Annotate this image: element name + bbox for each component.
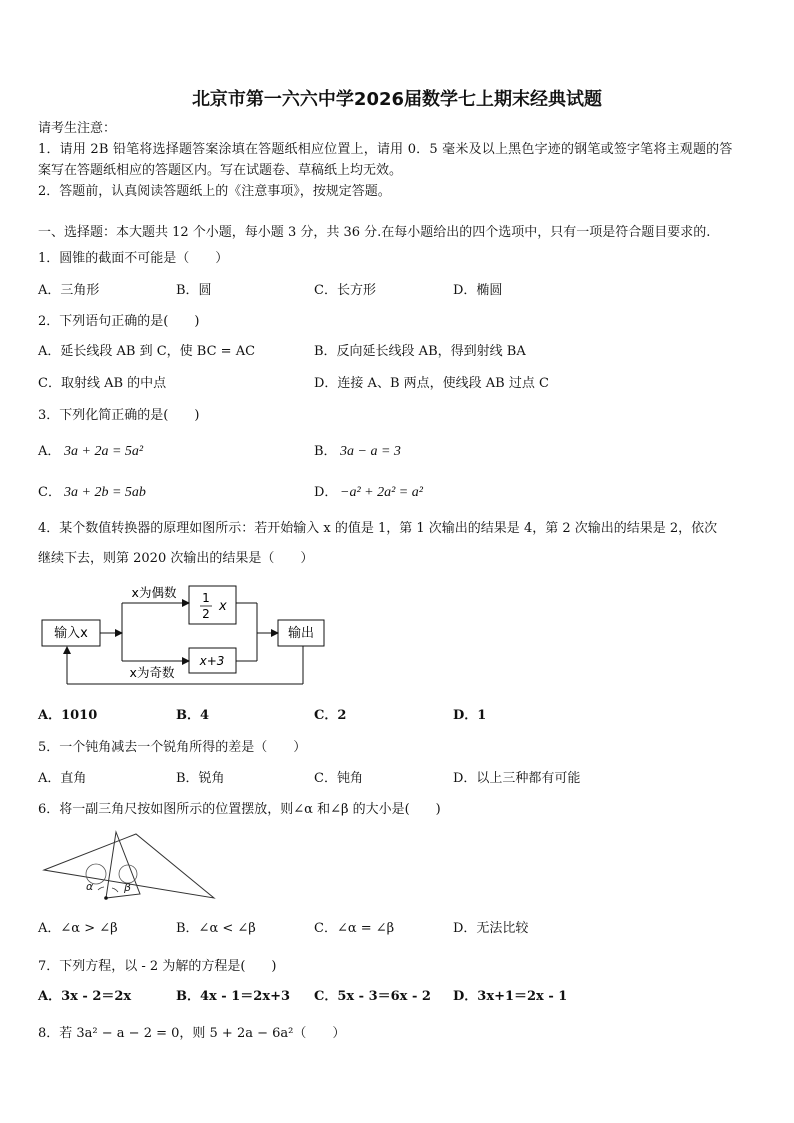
question-4-option-a: A．1010 <box>38 708 98 723</box>
question-5-option-a: A．直角 <box>38 771 87 786</box>
half-variable: x <box>219 599 227 614</box>
question-3-option-b-expr: 3a − a = 3 <box>340 444 401 459</box>
half-box <box>189 586 236 624</box>
question-2-stem: 2．下列语句正确的是( ) <box>38 314 200 329</box>
question-1-stem: 1．圆锥的截面不可能是（ ） <box>38 251 229 266</box>
notice-heading: 请考生注意： <box>38 121 117 136</box>
question-6-option-c: C．∠α = ∠β <box>314 921 395 936</box>
notice-line-2: 2．答题前，认真阅读答题纸上的《注意事项》，按规定答题。 <box>38 184 391 199</box>
angle-beta-label: β <box>124 881 132 894</box>
question-6-option-a: A．∠α > ∠β <box>38 921 118 936</box>
question-7-option-a: A．3x - 2＝2x <box>38 989 132 1004</box>
question-3-option-a-expr: 3a + 2a = 5a² <box>64 444 144 459</box>
question-1-option-d: D．椭圆 <box>453 283 503 298</box>
odd-branch-label: x为奇数 <box>129 665 175 680</box>
even-branch-label: x为偶数 <box>131 585 177 600</box>
question-1-option-b: B．圆 <box>176 283 212 298</box>
question-3-stem: 3．下列化简正确的是( ) <box>38 408 200 423</box>
question-5-option-c: C．钝角 <box>314 771 363 786</box>
question-4-option-d: D．1 <box>453 708 487 723</box>
output-label: 输出 <box>287 626 315 641</box>
question-2-option-b: B．反向延长线段 AB，得到射线 BA <box>314 344 526 359</box>
question-1-option-c: C．长方形 <box>314 283 376 298</box>
question-3-option-c-label: C． <box>38 485 61 500</box>
question-7-option-d: D．3x+1＝2x - 1 <box>453 989 568 1004</box>
question-5-option-b: B．锐角 <box>176 771 225 786</box>
plus-three-label: x+3 <box>199 654 225 668</box>
half-numerator: 1 <box>202 591 210 605</box>
question-6-option-b: B．∠α < ∠β <box>176 921 256 936</box>
question-6-option-d: D．无法比较 <box>453 921 529 936</box>
notice-line-1b: 案写在答题纸相应的答题区内。写在试题卷、草稿纸上均无效。 <box>38 163 403 178</box>
question-5-stem: 5．一个钝角减去一个锐角所得的差是（ ） <box>38 740 307 755</box>
question-8-stem: 8．若 3a² − a − 2 = 0，则 5 + 2a − 6a²（ ） <box>38 1026 346 1041</box>
question-3-option-d-expr: −a² + 2a² = a² <box>340 485 423 500</box>
question-3-option-c-expr: 3a + 2b = 5ab <box>64 485 146 500</box>
angle-alpha-label: α <box>86 880 94 893</box>
triangle-rulers-figure <box>38 828 218 904</box>
converter-flow-diagram <box>30 578 340 690</box>
question-4-stem-line-2: 继续下去，则第 2020 次输出的结果是（ ） <box>38 551 314 566</box>
question-1-option-a: A．三角形 <box>38 283 100 298</box>
section-heading: 一、选择题：本大题共 12 个小题，每小题 3 分，共 36 分.在每小题给出的四个选项中，只有一项是符合题目要求的. <box>38 225 711 240</box>
question-2-option-a: A．延长线段 AB 到 C，使 BC = AC <box>38 344 256 359</box>
question-3-option-b-label: B． <box>314 444 337 459</box>
question-7-option-b: B．4x - 1＝2x+3 <box>176 989 291 1004</box>
question-2-option-c: C．取射线 AB 的中点 <box>38 376 167 391</box>
question-4-option-b: B．4 <box>176 708 210 723</box>
question-4-stem-line-1: 4．某个数值转换器的原理如图所示：若开始输入 x 的值是 1，第 1 次输出的结果是 4，第 2 次输出的结果是 2，依次 <box>38 521 718 536</box>
half-denominator: 2 <box>202 607 210 621</box>
question-5-option-d: D．以上三种都有可能 <box>453 771 581 786</box>
question-3-option-a-label: A． <box>38 444 61 459</box>
question-7-stem: 7．下列方程，以 - 2 为解的方程是( ) <box>38 959 277 974</box>
question-2-option-d: D．连接 A、B 两点，使线段 AB 过点 C <box>314 376 549 391</box>
input-label: 输入x <box>54 626 88 641</box>
question-6-stem: 6．将一副三角尺按如图所示的位置摆放，则∠α 和∠β 的大小是( ) <box>38 802 441 817</box>
question-3-option-d-label: D． <box>314 485 338 500</box>
question-7-option-c: C．5x - 3＝6x - 2 <box>314 989 431 1004</box>
question-4-option-c: C．2 <box>314 708 347 723</box>
notice-line-1a: 1．请用 2B 铅笔将选择题答案涂填在答题纸相应位置上，请用 0．5 毫米及以上黑色字迹的钢笔或签字笔将主观题的答 <box>38 142 733 157</box>
page-title: 北京市第一六六中学2026届数学七上期末经典试题 <box>191 89 603 110</box>
